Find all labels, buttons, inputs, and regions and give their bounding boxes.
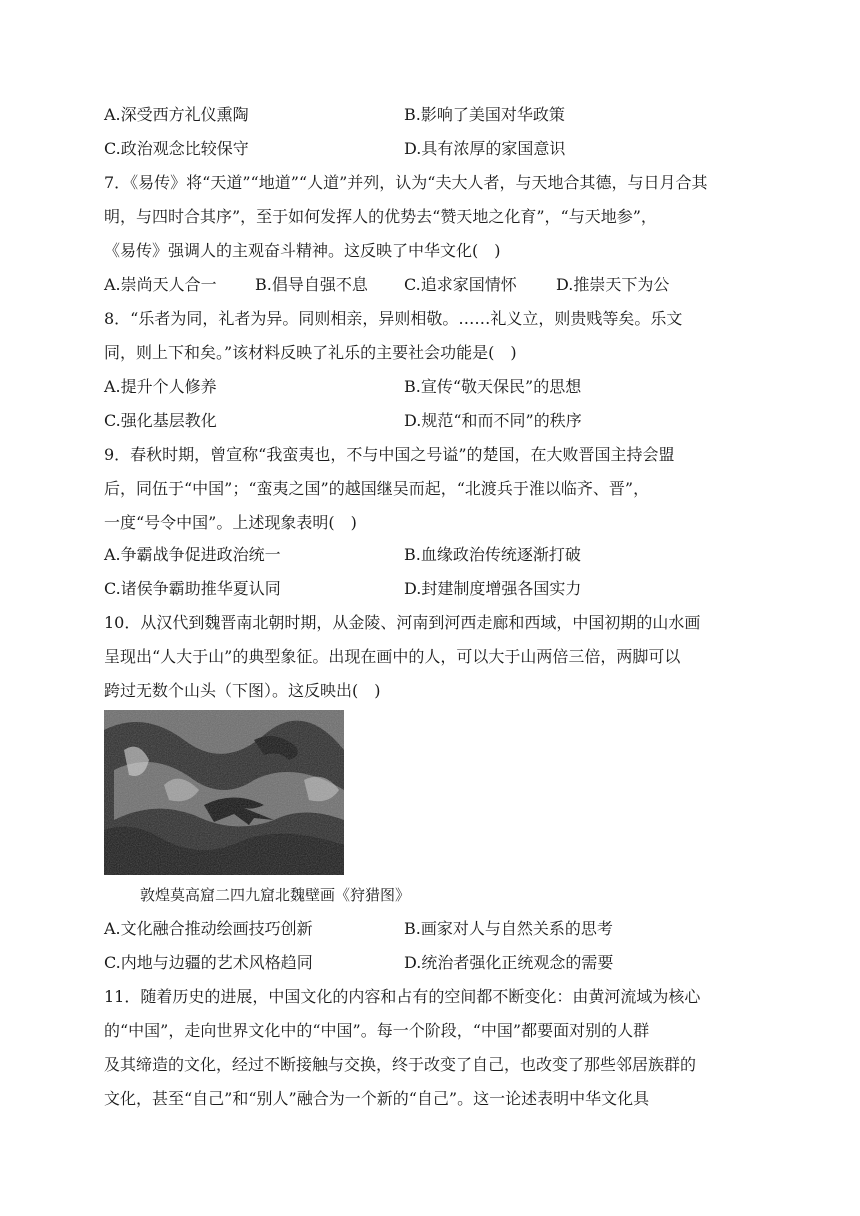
q7-option-c: C.追求家国情怀: [404, 275, 517, 294]
q7-stem-line3: 《易传》强调人的主观奋斗精神。这反映了中华文化( ): [104, 241, 501, 260]
q9-stem-line3: 一度“号令中国”。上述现象表明( ): [104, 513, 357, 532]
q11-stem-line2: 的“中国”，走向世界文化中的“中国”。每一个阶段，“中国”都要面对别的人群: [104, 1021, 650, 1040]
q6-option-d: D.具有浓厚的家国意识: [404, 139, 566, 158]
q8-option-d: D.规范“和而不同”的秩序: [404, 411, 582, 430]
q9-stem-line2: 后，同伍于“中国”；“蛮夷之国”的越国继吴而起，“北渡兵于淮以临齐、晋”，: [104, 479, 650, 498]
q9-option-d: D.封建制度增强各国实力: [404, 579, 582, 598]
q10-option-d: D.统治者强化正统观念的需要: [404, 953, 614, 972]
q7-option-d: D.推崇天下为公: [556, 275, 670, 294]
q8-stem-line1: 8．“乐者为同，礼者为异。同则相亲，异则相敬。……礼义立，则贵贱等矣。乐文: [104, 309, 683, 328]
q11-stem-line4: 文化，甚至“自己”和“别人”融合为一个新的“自己”。这一论述表明中华文化具: [104, 1089, 650, 1108]
q6-option-a: A.深受西方礼仪熏陶: [104, 105, 249, 124]
q9-option-b: B.血缘政治传统逐渐打破: [404, 545, 581, 564]
q10-option-a: A.文化融合推动绘画技巧创新: [104, 919, 313, 938]
q10-option-b: B.画家对人与自然关系的思考: [404, 919, 613, 938]
figure-caption: 敦煌莫高窟二四九窟北魏壁画《狩猎图》: [140, 886, 411, 904]
q8-option-c: C.强化基层教化: [104, 411, 217, 430]
q9-stem-line1: 9．春秋时期，曾宣称“我蛮夷也，不与中国之号谥”的楚国，在大败晋国主持会盟: [104, 445, 675, 464]
q7-stem-line1: 7．《易传》将“天道”“地道”“人道”并列，认为“夫大人者，与天地合其德，与日月合其: [104, 173, 708, 192]
q8-option-b: B.宣传“敬天保民”的思想: [404, 377, 582, 396]
mural-image: [104, 710, 344, 875]
q7-option-b: B.倡导自强不息: [255, 275, 368, 294]
q10-option-c: C.内地与边疆的艺术风格趋同: [104, 953, 313, 972]
q8-option-a: A.提升个人修养: [104, 377, 217, 396]
q7-option-a: A.崇尚天人合一: [104, 275, 217, 294]
q8-stem-line2: 同，则上下和矣。”该材料反映了礼乐的主要社会功能是( ): [104, 343, 517, 362]
q11-stem-line1: 11．随着历史的进展，中国文化的内容和占有的空间都不断变化：由黄河流域为核心: [104, 987, 701, 1006]
q7-stem-line2: 明，与四时合其序”，至于如何发挥人的优势去“赞天地之化育”，“与天地参”，: [104, 207, 657, 226]
q11-stem-line3: 及其缔造的文化，经过不断接触与交换，终于改变了自己，也改变了那些邻居族群的: [104, 1055, 697, 1074]
q6-option-c: C.政治观念比较保守: [104, 139, 249, 158]
q9-option-c: C.诸侯争霸助推华夏认同: [104, 579, 281, 598]
q10-stem-line2: 呈现出“人大于山”的典型象征。出现在画中的人，可以大于山两倍三倍，两脚可以: [104, 647, 681, 666]
q10-stem-line1: 10．从汉代到魏晋南北朝时期，从金陵、河南到河西走廊和西域，中国初期的山水画: [104, 613, 701, 632]
q9-option-a: A.争霸战争促进政治统一: [104, 545, 281, 564]
q10-stem-line3: 跨过无数个山头（下图）。这反映出( ): [104, 681, 381, 700]
mural-photo: [104, 710, 344, 875]
q6-option-b: B.影响了美国对华政策: [404, 105, 565, 124]
